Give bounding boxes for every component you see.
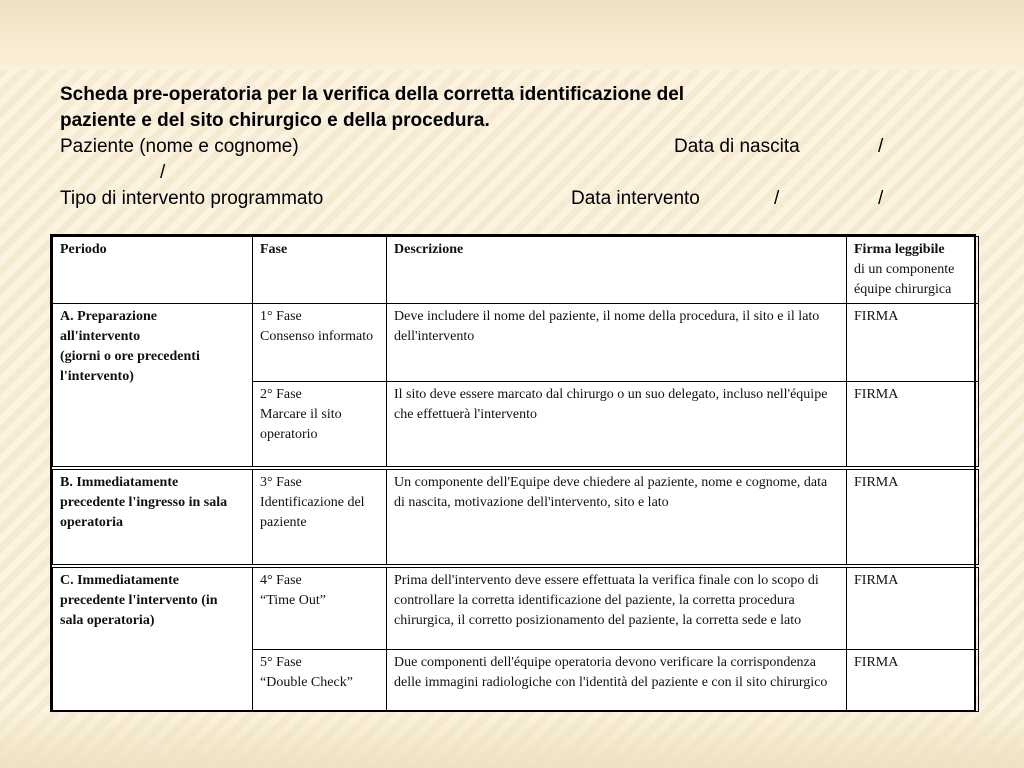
period-line: all'intervento: [60, 329, 141, 344]
form-title-line-1: Scheda pre-operatoria per la verifica della corretta identificazione del: [60, 84, 685, 105]
phase-line: paziente: [260, 514, 307, 530]
period-line: l'intervento): [60, 369, 134, 384]
intervention-date-label: Data intervento: [571, 188, 700, 209]
signature-cell: FIRMA: [847, 566, 979, 650]
period-line: sala operatoria): [60, 612, 155, 628]
signature-cell: FIRMA: [847, 650, 979, 712]
period-cell-b: [53, 468, 253, 566]
signature-cell: FIRMA: [847, 382, 979, 468]
table-row: [53, 468, 979, 566]
table-header-row: [53, 237, 979, 304]
description-cell: Prima dell'intervento deve essere effettuata la verifica finale con lo scopo di controllare la corretta identificazione del paziente, la corretta procedura chirurgica, il corretto posizionamento del paziente, la corretta sede e lato: [387, 566, 847, 650]
phase-line: 3° Fase: [260, 474, 302, 490]
period-line: precedente l'intervento (in: [60, 592, 218, 608]
birth-date-label: Data di nascita: [674, 136, 800, 157]
phase-line: 1° Fase: [260, 309, 302, 324]
phase-line: Consenso informato: [260, 329, 374, 344]
phase-cell: [253, 566, 387, 650]
birth-date-separator-2: /: [160, 162, 166, 183]
phase-line: 4° Fase: [260, 572, 302, 588]
phase-line: 2° Fase: [260, 387, 302, 402]
phase-line: Identificazione del: [260, 494, 365, 510]
signature-cell: FIRMA: [847, 468, 979, 566]
period-line: (giorni o ore precedenti: [60, 349, 200, 364]
intervention-type-label: Tipo di intervento programmato: [60, 188, 324, 209]
firma-header-line: Firma leggibile: [854, 242, 945, 257]
period-line: operatoria: [60, 514, 123, 530]
description-cell: Deve includere il nome del paziente, il nome della procedura, il sito e il lato dell'intervento: [387, 304, 847, 382]
phase-line: “Double Check”: [260, 675, 353, 690]
form-title-line-2: paziente e del sito chirurgico e della procedura.: [60, 110, 490, 131]
column-header-firma: [847, 237, 979, 304]
intervention-date-separator-2: /: [878, 188, 884, 209]
signature-cell: FIRMA: [847, 304, 979, 382]
birth-date-continuation: [60, 160, 960, 186]
table-row: [53, 566, 979, 650]
phase-cell: [253, 650, 387, 712]
patient-row: [60, 134, 960, 160]
description-cell: Un componente dell'Equipe deve chiedere al paziente, nome e cognome, data di nascita, motivazione dell'intervento, sito e lato: [387, 468, 847, 566]
period-cell-a: [53, 304, 253, 468]
period-cell-c: [53, 566, 253, 712]
period-line: precedente l'ingresso in sala: [60, 494, 228, 510]
firma-header-line: di un componente: [854, 262, 955, 277]
background-bottom-band: [0, 708, 1024, 768]
period-line: A. Preparazione: [60, 309, 157, 324]
phase-line: “Time Out”: [260, 592, 326, 608]
column-header-fase: Fase: [253, 237, 387, 304]
column-header-descrizione: Descrizione: [387, 237, 847, 304]
firma-header-line: équipe chirurgica: [854, 282, 952, 297]
period-line: C. Immediatamente: [60, 572, 179, 588]
checklist-table-image: [50, 234, 976, 712]
description-cell: Il sito deve essere marcato dal chirurgo o un suo delegato, incluso nell'équipe che effettuerà l'intervento: [387, 382, 847, 468]
intervention-row: [60, 186, 960, 212]
background-top-band: [0, 0, 1024, 70]
intervention-date-separator-1: /: [774, 188, 780, 209]
table-row: [53, 304, 979, 382]
column-header-periodo: Periodo: [53, 237, 253, 304]
description-cell: Due componenti dell'équipe operatoria devono verificare la corrispondenza delle immagini radiologiche con l'identità del paziente e con il sito chirurgico: [387, 650, 847, 712]
birth-date-separator-1: /: [878, 136, 884, 157]
phase-line: operatorio: [260, 427, 318, 442]
phase-cell: [253, 382, 387, 468]
phase-line: 5° Fase: [260, 655, 302, 670]
period-line: B. Immediatamente: [60, 474, 179, 490]
patient-label: Paziente (nome e cognome): [60, 136, 299, 157]
phase-cell: [253, 304, 387, 382]
checklist-table: [52, 236, 979, 712]
phase-line: Marcare il sito: [260, 407, 342, 422]
form-header: [60, 82, 960, 212]
phase-cell: [253, 468, 387, 566]
